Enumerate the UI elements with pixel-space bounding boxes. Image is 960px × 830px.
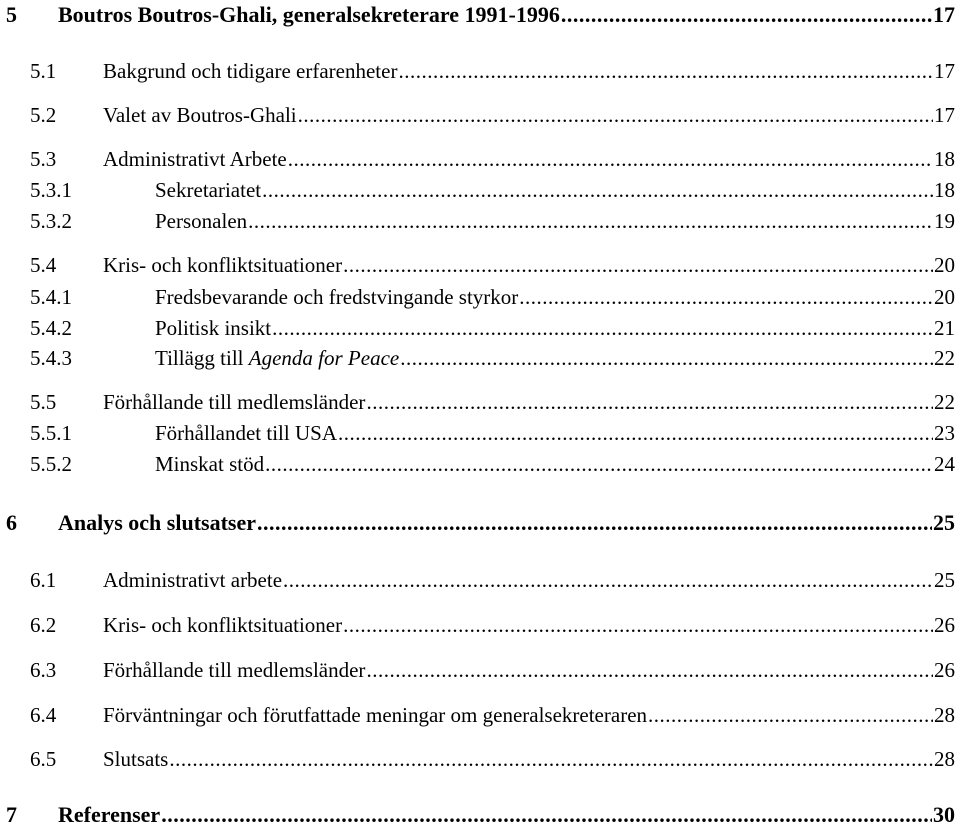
toc-entry-5-5-1[interactable] [0, 418, 955, 448]
toc-title: Förhållandet till USA [155, 421, 337, 445]
toc-number: 5.4.1 [30, 285, 72, 309]
toc-number: 5 [6, 2, 17, 27]
dot-leader [366, 387, 933, 417]
toc-number: 5.5.2 [30, 452, 72, 476]
toc-page-number: 17 [933, 2, 955, 27]
toc-number: 5.4 [30, 253, 57, 277]
toc-title: Kris- och konfliktsituationer [103, 253, 343, 277]
toc-number: 5.4.3 [30, 346, 72, 370]
dot-leader [366, 655, 933, 685]
toc-page-number: 24 [934, 452, 955, 476]
toc-title: Referenser [58, 802, 161, 827]
toc-page-number: 17 [934, 59, 955, 83]
dot-leader [257, 508, 932, 538]
dot-leader [265, 449, 933, 479]
dot-leader [283, 565, 933, 595]
toc-number: 5.1 [30, 59, 57, 83]
toc-entry-5-4-1[interactable] [0, 282, 955, 312]
toc-page-number: 26 [934, 613, 955, 637]
toc-entry-6-4[interactable] [0, 700, 955, 730]
toc-title [155, 343, 399, 373]
toc-page-number: 20 [934, 285, 955, 309]
toc-number: 5.3.2 [30, 209, 72, 233]
toc-page-number: 22 [934, 346, 955, 370]
toc-number: 5.3.1 [30, 178, 72, 202]
toc-number: 5.2 [30, 103, 57, 127]
toc-number: 6.3 [30, 658, 57, 682]
toc-title: Administrativt arbete [103, 568, 283, 592]
toc-entry-chapter-6[interactable] [0, 508, 955, 538]
toc-entry-5-4-3[interactable] [0, 343, 955, 373]
dot-leader [338, 418, 933, 448]
dot-leader [248, 206, 933, 236]
toc-entry-5-1[interactable] [0, 56, 955, 86]
toc-page-number: 28 [934, 703, 955, 727]
toc-number: 6.1 [30, 568, 57, 592]
toc-title: Boutros Boutros-Ghali, generalsekreterare 1991-1996 [58, 2, 560, 27]
dot-leader [400, 343, 933, 373]
toc-entry-6-2[interactable] [0, 610, 955, 640]
toc-title: Sekretariatet [155, 178, 262, 202]
toc-title: Förväntningar och förutfattade meningar om generalsekreteraren [103, 703, 648, 727]
toc-number: 6.4 [30, 703, 57, 727]
toc-page-number: 18 [934, 178, 955, 202]
toc-title: Politisk insikt [155, 316, 272, 340]
toc-page-number: 21 [934, 316, 955, 340]
toc-title-text: Tillägg till [155, 346, 249, 370]
toc-page-number: 23 [934, 421, 955, 445]
dot-leader [343, 250, 933, 280]
toc-page-number: 30 [933, 802, 955, 827]
toc-page-number: 22 [934, 390, 955, 414]
toc-title: Valet av Boutros-Ghali [103, 103, 297, 127]
toc-page-number: 28 [934, 747, 955, 771]
toc-page-number: 25 [934, 568, 955, 592]
toc-entry-5-2[interactable] [0, 100, 955, 130]
toc-number: 5.3 [30, 147, 57, 171]
toc-entry-5-5[interactable] [0, 387, 955, 417]
toc-entry-6-1[interactable] [0, 565, 955, 595]
toc-number: 6.2 [30, 613, 57, 637]
toc-number: 5.5.1 [30, 421, 72, 445]
dot-leader [272, 313, 933, 343]
toc-title: Kris- och konfliktsituationer [103, 613, 343, 637]
dot-leader [298, 100, 933, 130]
dot-leader [519, 282, 933, 312]
toc-entry-5-4[interactable] [0, 250, 955, 280]
toc-entry-5-3[interactable] [0, 144, 955, 174]
toc-number: 6.5 [30, 747, 57, 771]
toc-title: Fredsbevarande och fredstvingande styrkor [155, 285, 519, 309]
toc-number: 6 [6, 510, 17, 535]
toc-page-number: 25 [933, 510, 955, 535]
toc-title: Analys och slutsatser [58, 510, 257, 535]
dot-leader [398, 56, 933, 86]
toc-title: Personalen [155, 209, 248, 233]
dot-leader [288, 144, 933, 174]
dot-leader [262, 175, 933, 205]
dot-leader [343, 610, 933, 640]
toc-number: 7 [6, 802, 17, 827]
toc-entry-6-3[interactable] [0, 655, 955, 685]
toc-page-number: 17 [934, 103, 955, 127]
toc-title: Administrativt Arbete [103, 147, 287, 171]
toc-page-number: 18 [934, 147, 955, 171]
toc-number: 5.4.2 [30, 316, 72, 340]
toc-page-number: 20 [934, 253, 955, 277]
toc-title-italic: Agenda for Peace [248, 346, 400, 370]
toc-entry-chapter-5[interactable] [0, 0, 955, 30]
toc-page-number: 19 [934, 209, 955, 233]
dot-leader [161, 800, 932, 830]
dot-leader [648, 700, 933, 730]
toc-entry-chapter-7[interactable] [0, 800, 955, 830]
toc-entry-5-4-2[interactable] [0, 313, 955, 343]
toc-title: Bakgrund och tidigare erfarenheter [103, 59, 398, 83]
toc-title: Förhållande till medlemsländer [103, 390, 366, 414]
toc-number: 5.5 [30, 390, 57, 414]
toc-entry-5-5-2[interactable] [0, 449, 955, 479]
toc-entry-6-5[interactable] [0, 744, 955, 774]
dot-leader [561, 0, 932, 30]
toc-title: Slutsats [103, 747, 169, 771]
toc-entry-5-3-1[interactable] [0, 175, 955, 205]
toc-page-number: 26 [934, 658, 955, 682]
toc-title: Förhållande till medlemsländer [103, 658, 366, 682]
toc-entry-5-3-2[interactable] [0, 206, 955, 236]
dot-leader [169, 744, 933, 774]
toc-title: Minskat stöd [155, 452, 265, 476]
